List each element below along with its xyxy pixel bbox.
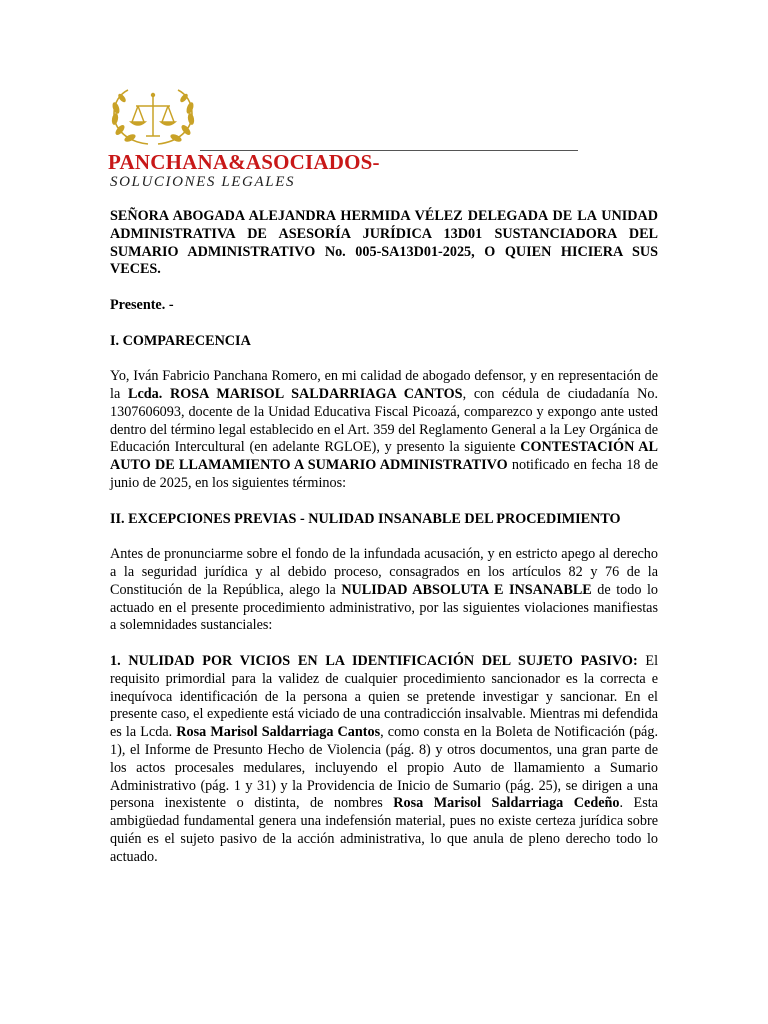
text-run: El requisito primordial para la validez de cualquier procedimiento sancionador es la correcta e inequívoca identificación de la persona a quien se pretende investigar y sancionar. En el presente caso, el expediente está viciado de una contradicción insalvable. Mientras mi defendida es la Lcda. (110, 652, 659, 741)
scales-of-justice-laurel-icon (108, 86, 198, 148)
text-run: notificado en fecha 18 de junio de 2025, en los siguientes términos: (110, 457, 659, 491)
letter-body (110, 208, 658, 866)
document-title-bold: CONTESTACIÓN AL AUTO DE LLAMAMIENTO A SUMARIO ADMINISTRATIVO (110, 439, 658, 474)
nulidad-bold: NULIDAD ABSOLUTA E INSANABLE (341, 581, 592, 598)
firm-name: PANCHANA&ASOCIADOS- (108, 150, 380, 174)
firm-tagline: SOLUCIONES LEGALES (110, 174, 296, 190)
text-run: de todo lo actuado en el presente procedimiento administrativo, por las siguientes violaciones manifiestas a solemnidades sustanciales: (110, 581, 658, 634)
salutation: Presente. - (110, 296, 174, 313)
paragraph-comparecencia (110, 368, 658, 493)
text-run: , con cédula de ciudadanía No. 1307606093, docente de la Unidad Educativa Fiscal Picoazá, comparezco y expongo ante usted dentro del término legal establecido en el Art. 359 del Reglamento General a la Ley Orgánica de Educación Intercultural (en adelante RGLOE), y presento la siguiente (110, 385, 658, 456)
section-heading-comparecencia: I. COMPARECENCIA (110, 332, 251, 349)
wrong-name-bold: Rosa Marisol Saldarriaga Cedeño (393, 795, 620, 812)
paragraph-nulidad-sujeto-pasivo (110, 653, 658, 867)
subsection-heading-nulidad: 1. NULIDAD POR VICIOS EN LA IDENTIFICACIÓN DEL SUJETO PASIVO: (110, 652, 638, 669)
addressee-block: SEÑORA ABOGADA ALEJANDRA HERMIDA VÉLEZ DELEGADA DE LA UNIDAD ADMINISTRATIVA DE ASESORÍA JURÍDICA 13D01 SUSTANCIADORA DEL SUMARIO ADMINISTRATIVO No. 005-SA13D01-2025, O QUIEN HICIERA SUS VECES. (110, 208, 658, 278)
paragraph-excepciones (110, 546, 658, 635)
section-heading-excepciones: II. EXCEPCIONES PREVIAS - NULIDAD INSANABLE DEL PROCEDIMIENTO (110, 510, 621, 527)
text-run: Antes de pronunciarme sobre el fondo de la infundada acusación, y en estricto apego al derecho a la seguridad jurídica y al debido proceso, consagrados en los artículos 82 y 76 de la Constitución de la República, alego la (110, 546, 658, 598)
text-run: , como consta en la Boleta de Notificación (pág. 1), el Informe de Presunto Hecho de Violencia (pág. 8) y otros documentos, una gran parte de los actos procesales medulares, incluyendo el propio Auto de llamamiento a Sumario Administrativo (pág. 1 y 31) y la Providencia de Inicio de Sumario (pág. 25), se dirigen a una persona inexistente o distinta, de nombres (110, 724, 658, 812)
client-name-bold: Lcda. ROSA MARISOL SALDARRIAGA CANTOS (127, 385, 463, 402)
text-run: . Esta ambigüedad fundamental genera una indefensión material, pues no existe certeza jurídica sobre quién es el sujeto pasivo de la acción administrativa, lo que anula de pleno derecho todo lo actuado. (110, 795, 658, 865)
text-run: Yo, Iván Fabricio Panchana Romero, en mi calidad de abogado defensor, y en representación de la (110, 368, 658, 402)
client-name-bold: Rosa Marisol Saldarriaga Cantos (176, 724, 381, 741)
